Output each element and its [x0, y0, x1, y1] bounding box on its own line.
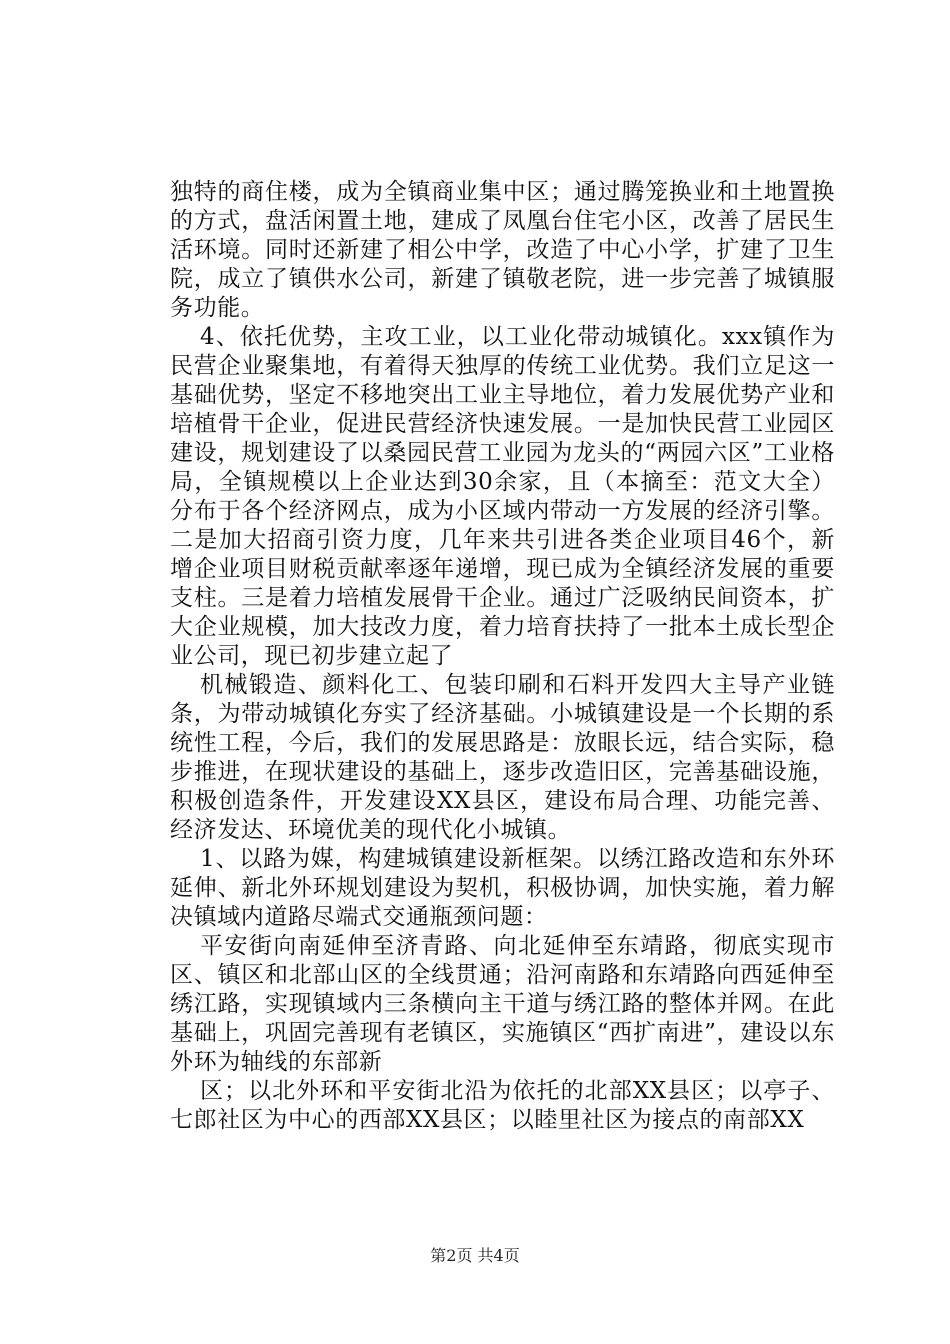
paragraph-4: 1、以路为媒，构建城镇建设新框架。以绣江路改造和东外环延伸、新北外环规划建设为契机，积极协调，加快实施，着力解决镇域内道路尽端式交通瓶颈问题：	[170, 846, 835, 930]
page-number-footer: 第2页 共4页	[430, 1246, 520, 1265]
paragraph-6: 区；以北外环和平安街北沿为依托的北部XX县区；以亭子、七郎社区为中心的西部XX县区；以睦里社区为接点的南部XX	[170, 1078, 835, 1133]
paragraph-2: 4、依托优势，主攻工业，以工业化带动城镇化。xxx镇作为民营企业聚集地，有着得天独厚的传统工业优势。我们立足这一基础优势，坚定不移地突出工业主导地位，着力发展优势产业和培植骨干企业，促进民营经济快速发展。一是加快民营工业园区建设，规划建设了以桑园民营工业园为龙头的“两园六区”工业格局，全镇规模以上企业达到30余家，且（本摘至：范文大全）分布于各个经济网点，成为小区域内带动一方发展的经济引擎。二是加大招商引资力度，几年来共引进各类企业项目46个，新增企业项目财税贡献率逐年递增，现已成为全镇经济发展的重要支柱。三是着力培植发展骨干企业。通过广泛吸纳民间资本，扩大企业规模，加大技改力度，着力培育扶持了一批本土成长型企业公司，现已初步建立起了	[170, 324, 835, 669]
document-body	[170, 178, 835, 1135]
paragraph-1: 独特的商住楼，成为全镇商业集中区；通过腾笼换业和土地置换的方式，盘活闲置土地，建成了凤凰台住宅小区，改善了居民生活环境。同时还新建了相公中学，改造了中心小学，扩建了卫生院，成立了镇供水公司，新建了镇敬老院，进一步完善了城镇服务功能。	[170, 179, 835, 321]
paragraph-5: 平安街向南延伸至济青路、向北延伸至东靖路，彻底实现市区、镇区和北部山区的全线贯通；沿河南路和东靖路向西延伸至绣江路，实现镇域内三条横向主干道与绣江路的整体并网。在此基础上，巩固完善现有老镇区，实施镇区“西扩南进”，建设以东外环为轴线的东部新	[170, 933, 835, 1075]
paragraph-3: 机械锻造、颜料化工、包装印刷和石料开发四大主导产业链条，为带动城镇化夯实了经济基础。小城镇建设是一个长期的系统性工程，今后，我们的发展思路是：放眼长远，结合实际，稳步推进，在现状建设的基础上，逐步改造旧区，完善基础设施，积极创造条件，开发建设XX县区，建设布局合理、功能完善、经济发达、环境优美的现代化小城镇。	[170, 672, 835, 843]
